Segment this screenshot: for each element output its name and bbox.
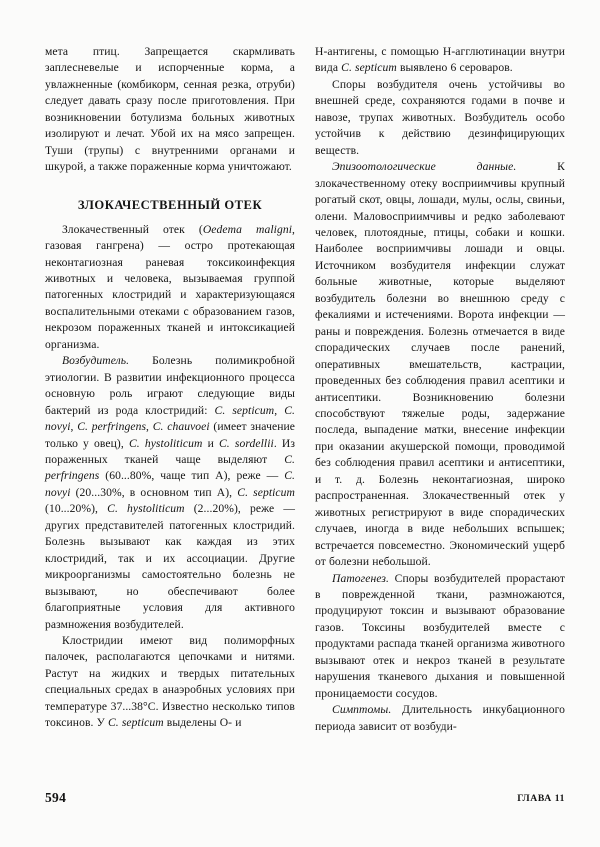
symptoms-text: Длительность инкубационного периода зависит от возбуди- (315, 703, 565, 733)
paragraph-continued-botulism: мета птиц. Запрещается скармливать заплесневелые и испорченные корма, а увлажненные (комбикорм, сенная резка, отруби) следует давать сразу после приготовления. При возникновении ботулизма больных животных изолируют и лечат. Убой их на мясо запрещен. Туши (трупы) с внутренними органами и шкурой, а также пораженные корма уничтожают. (45, 45, 295, 174)
pathogen-text-9: (20...30%, в основном тип А), (70, 485, 238, 499)
pathogen-text-4: , (146, 420, 153, 434)
two-column-text-body (45, 44, 565, 779)
paragraph-definition (45, 222, 295, 354)
pathogen-text-5: (имеет значение только у овец), (45, 420, 295, 450)
paragraph-pathogen (45, 353, 295, 633)
pathogen-text-7: . Из пораженных тканей чаще выделяют (45, 436, 296, 466)
pathogen-text-1: Болезнь полимикробной этиологии. В развитии инфекционного процесса основную роль играют следующие виды бактерий из рода клостридий: (45, 354, 295, 417)
paragraph-spores: Споры возбудителя очень устойчивы во внешней среде, сохраняются годами в почве и навозе, трупах животных. Возбудитель особо устойчив к действию дезинфицирующих веществ. (315, 77, 565, 157)
pathogen-text-3: , (70, 420, 78, 434)
pathogen-text-10: (10...20%), (45, 502, 108, 516)
runin-heading-pathogen: Возбудитель. (62, 354, 130, 368)
paragraph-antigens (315, 44, 565, 77)
paragraph-morphology (45, 633, 295, 732)
morphology-text-2: выделены О- и (163, 716, 242, 730)
right-column (315, 44, 565, 779)
antigens-text-2: выявлено 6 сероваров. (396, 61, 513, 75)
species-name: C. perfringens (45, 452, 295, 483)
paragraph-pathogenesis (315, 571, 565, 703)
section-heading-malignant-edema: ЗЛОКАЧЕСТВЕННЫЙ ОТЕК (77, 197, 263, 212)
pathogen-text-6: и (202, 436, 219, 450)
species-name: C. hystoliticum (128, 436, 203, 450)
runin-heading-pathogenesis: Патогенез. (332, 571, 389, 585)
runin-heading-epizootology: Эпизоотологические данные. (332, 160, 517, 174)
morphology-text-1: Клостридии имеют вид полиморфных палочек, располагаются цепочками и нитями. Растут на жидких и твердых питательных специальных средах в анаэробных условиях при температуре 37...38°С. Известно несколько типов токсинов. У (45, 633, 295, 730)
runin-heading-symptoms: Симптомы. (332, 703, 392, 717)
species-name: C. perfringens (77, 420, 147, 434)
chapter-label: ГЛАВА 11 (517, 793, 565, 804)
species-name: C. chauvoei (152, 420, 210, 434)
species-name: C. septicum (214, 403, 275, 417)
epizootology-text: К злокачественному отеку восприимчивы крупный рогатый скот, овцы, лошади, мулы, ослы, свиньи, олени. Маловосприимчивы и редко заболевают человек, плотоядные, птицы, собаки и кошки. Наиболее восприимчивы лошади и овцы. Источником возбудителя инфекции служат больные животные, которые выделяют возбудитель болезни во внешнюю среду с фекалиями и истечениями. Ворота инфекции — раны и повреждения. Болезнь отмечается в виде спорадических случаев после ранений, оперативных вмешательств, кастрации, проведенных без соблюдения правил асептики и антисептики. Возникновению болезни способствуют тяжелые роды, задержание последа, выпадение матки, внесение инфекции при оказании акушерской помощи, проводимой без соблюдения правил асептики и антисептики, и т. д. Болезнь неконтагиозная, широко распространенная. Злокачественный отек у животных регистрируют в виде спорадических случаев, иногда в виде небольших вспышек; встречается повсеместно. Экономический ущерб от болезни небольшой. (315, 160, 565, 569)
pathogen-text-2: , (274, 403, 285, 417)
definition-lead: Злокачественный отек ( (62, 222, 203, 236)
pathogen-text-8: (60...80%, чаще тип А), реже — (99, 469, 285, 483)
left-column (45, 44, 295, 779)
pathogen-text-11: (2...20%), реже — других представителей патогенных клостридий. Болезнь вызывают как каждая из этих клостридий, так и их ассоциации. Другие микроорганизмы самостоятельно болезнь не вызывают, но обеспечивают более благоприятные условия для активного размножения возбудителей. (45, 502, 295, 631)
antigens-text-1: Н-антигены, с помощью Н-агглютинации внутри вида (315, 45, 565, 75)
pathogenesis-text: Споры возбудителей прорастают в поврежденной ткани, размножаются, продуцируют токсин и вызывают образование газов. Токсины возбудителей вместе с продуктами распада тканей организма животного вызывают отек и некроз тканей в результате нарушения тканевого дыхания и повышенной проницаемости сосудов. (315, 571, 565, 700)
species-name: C. septicum (107, 716, 164, 730)
paragraph-symptoms (315, 702, 565, 735)
species-name: C. hystoliticum (107, 502, 185, 516)
paragraph-epizootology (315, 159, 565, 570)
latin-binomial-oedema-maligni: Oedema maligni (202, 222, 293, 236)
species-name: C. sordellii (218, 436, 274, 450)
page-footer (45, 790, 565, 814)
definition-rest: , газовая гангрена) — остро протекающая неконтагиозная раневая токсикоинфекция животных и человека, вызываемая группой патогенных клостридий и характеризующаяся воспалительными отеками с образованием газов, некрозом пораженных тканей и интоксикацией организма. (45, 222, 295, 351)
species-name: C. novyi (45, 403, 295, 434)
page-number: 594 (45, 790, 67, 805)
species-name: C. septicum (341, 61, 397, 75)
species-name: C. novyi (45, 469, 295, 499)
species-name: C. septicum (237, 485, 295, 499)
